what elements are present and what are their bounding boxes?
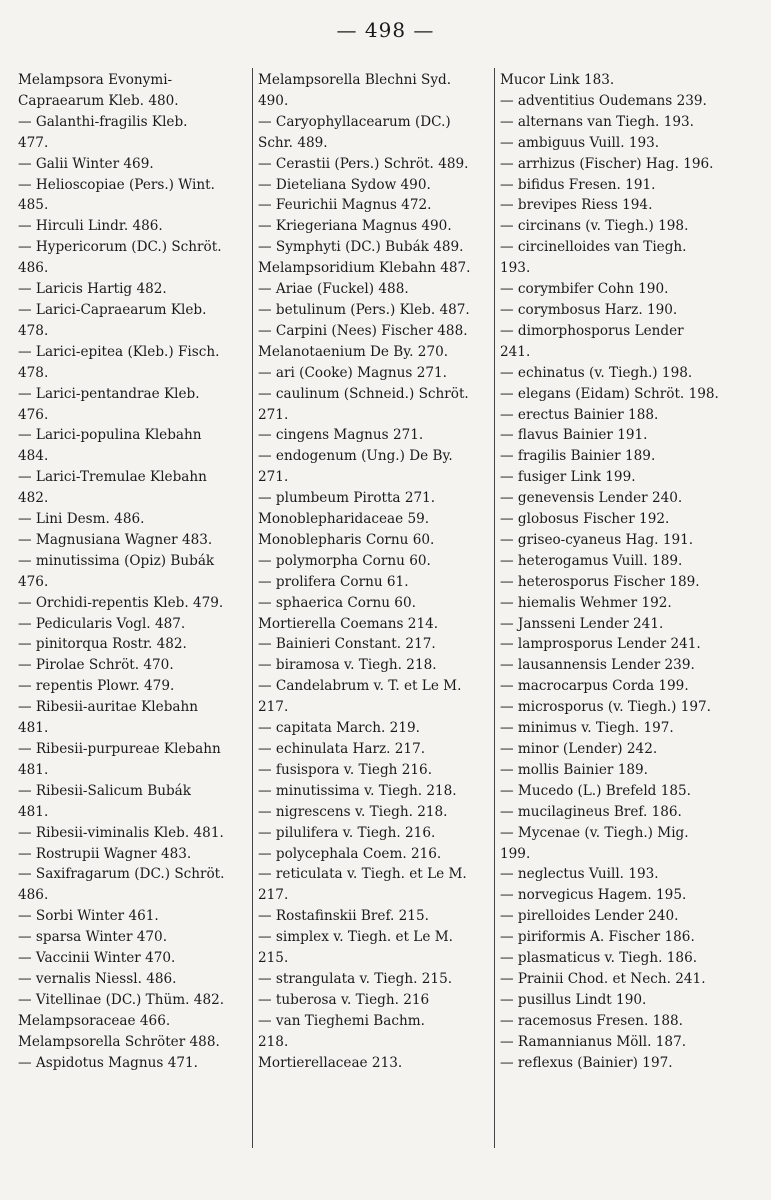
index-entry-line: — minutissima v. Tiegh. 218. xyxy=(258,782,457,799)
index-entry-line: — Bainieri Constant. 217. xyxy=(258,636,436,653)
index-entry-line: — brevipes Riess 194. xyxy=(500,197,653,214)
index-entry-line: Capraearum Kleb. 480. xyxy=(18,92,179,109)
index-entry-line: — corymbosus Harz. 190. xyxy=(500,301,678,318)
index-entry-line: — heterogamus Vuill. 189. xyxy=(500,552,683,569)
index-entry-line: 481. xyxy=(18,720,49,737)
index-entry-line: — Laricis Hartig 482. xyxy=(18,281,167,298)
index-entry-line: Melampsora Evonymi- xyxy=(18,72,173,88)
index-entry-line: 476. xyxy=(18,573,49,590)
index-entry-line: 486. xyxy=(18,887,49,904)
index-column-1 xyxy=(18,70,248,1074)
index-entry-line: — reticulata v. Tiegh. et Le M. xyxy=(258,866,467,883)
index-entry-line: — Pirolae Schröt. 470. xyxy=(18,657,174,674)
index-entry-line: — microsporus (v. Tiegh.) 197. xyxy=(500,699,712,716)
index-entry-line: — reflexus (Bainier) 197. xyxy=(500,1054,673,1071)
column-divider xyxy=(494,68,495,1148)
index-entry-line: 217. xyxy=(258,699,289,716)
index-entry-line: — Pedicularis Vogl. 487. xyxy=(18,615,186,632)
index-entry-line: — fragilis Bainier 189. xyxy=(500,448,656,465)
index-entry-line: 271. xyxy=(258,406,289,423)
index-entry-line: — Ribesii-auritae Klebahn xyxy=(18,699,199,716)
index-entry-line: — Larici-pentandrae Kleb. xyxy=(18,385,200,402)
index-entry-line: — vernalis Niessl. 486. xyxy=(18,970,177,987)
index-entry-line: — Candelabrum v. T. et Le M. xyxy=(258,678,462,695)
index-entry-line: Melampsoraceae 466. xyxy=(18,1012,171,1029)
index-entry-line: — strangulata v. Tiegh. 215. xyxy=(258,970,453,987)
index-entry-line: — plumbeum Pirotta 271. xyxy=(258,490,436,507)
index-entry-line: — pilulifera v. Tiegh. 216. xyxy=(258,824,436,841)
column-divider xyxy=(252,68,253,1148)
index-entry-line: Melampsorella Blechni Syd. xyxy=(258,72,452,88)
index-entry-line: Mucor Link 183. xyxy=(500,72,615,88)
index-entry-line: — corymbifer Cohn 190. xyxy=(500,281,669,298)
index-entry-line: — genevensis Lender 240. xyxy=(500,490,683,507)
index-entry-line: — Lini Desm. 486. xyxy=(18,511,145,528)
index-entry-line: — nigrescens v. Tiegh. 218. xyxy=(258,803,448,820)
index-entry-line: — Larici-epitea (Kleb.) Fisch. xyxy=(18,343,220,360)
index-entry-line: — mollis Bainier 189. xyxy=(500,761,649,778)
index-entry-line: — cingens Magnus 271. xyxy=(258,427,424,444)
index-entry-line: — circinans (v. Tiegh.) 198. xyxy=(500,218,689,235)
index-entry-line: — biramosa v. Tiegh. 218. xyxy=(258,657,437,674)
index-entry-line: — repentis Plowr. 479. xyxy=(18,678,175,695)
index-entry-line: — Vaccinii Winter 470. xyxy=(18,950,176,967)
index-entry-line: — Larici-populina Klebahn xyxy=(18,427,202,444)
index-entry-line: — pinitorqua Rostr. 482. xyxy=(18,636,187,653)
index-entry-line: — prolifera Cornu 61. xyxy=(258,573,409,590)
index-entry-line: 485. xyxy=(18,197,49,214)
index-entry-line: — Hirculi Lindr. 486. xyxy=(18,218,163,235)
index-entry-line: 481. xyxy=(18,803,49,820)
index-entry-line: — minutissima (Opiz) Bubák xyxy=(18,552,215,569)
index-entry-line: — Caryophyllacearum (DC.) xyxy=(258,113,451,130)
index-entry-line: — erectus Bainier 188. xyxy=(500,406,659,423)
index-entry-line: — Rostrupii Wagner 483. xyxy=(18,845,192,862)
index-column-3 xyxy=(500,70,756,1074)
index-entry-line: — simplex v. Tiegh. et Le M. xyxy=(258,929,453,946)
index-entry-line: — Sorbi Winter 461. xyxy=(18,908,159,925)
index-entry-line: — flavus Bainier 191. xyxy=(500,427,648,444)
index-entry-line: — norvegicus Hagem. 195. xyxy=(500,887,687,904)
index-entry-line: Melampsoridium Klebahn 487. xyxy=(258,260,471,277)
index-entry-line: — Ribesii-purpureae Klebahn xyxy=(18,741,221,757)
index-entry-line: — sparsa Winter 470. xyxy=(18,929,168,946)
index-entry-line: 490. xyxy=(258,92,289,109)
index-entry-line: — endogenum (Ung.) De By. xyxy=(258,448,453,465)
index-entry-line: 241. xyxy=(500,343,531,360)
index-entry-line: — Carpini (Nees) Fischer 488. xyxy=(258,322,468,339)
index-entry-line: — ari (Cooke) Magnus 271. xyxy=(258,364,447,381)
index-entry-line: — van Tieghemi Bachm. xyxy=(258,1012,425,1029)
index-entry-line: — pusillus Lindt 190. xyxy=(500,991,647,1008)
index-entry-line: — alternans van Tiegh. 193. xyxy=(500,113,694,130)
index-entry-line: — Helioscopiae (Pers.) Wint. xyxy=(18,176,215,193)
index-entry-line: 476. xyxy=(18,406,49,423)
index-entry-line: Schr. 489. xyxy=(258,134,328,151)
index-entry-line: 481. xyxy=(18,761,49,778)
index-entry-line: 218. xyxy=(258,1033,289,1050)
index-entry-line: — Ribesii-viminalis Kleb. 481. xyxy=(18,824,224,841)
index-entry-line: — piriformis A. Fischer 186. xyxy=(500,929,695,946)
index-entry-line: — Galii Winter 469. xyxy=(18,155,154,172)
index-entry-line: — adventitius Oudemans 239. xyxy=(500,92,707,109)
index-entry-line: — Feurichii Magnus 472. xyxy=(258,197,432,214)
index-entry-line: — Ramannianus Möll. 187. xyxy=(500,1033,687,1050)
index-entry-line: — Saxifragarum (DC.) Schröt. xyxy=(18,866,225,883)
index-entry-line: — sphaerica Cornu 60. xyxy=(258,594,416,611)
index-entry-line: — Jansseni Lender 241. xyxy=(500,615,664,632)
index-entry-line: — lausannensis Lender 239. xyxy=(500,657,695,674)
index-entry-line: 482. xyxy=(18,490,49,507)
index-entry-line: — polycephala Coem. 216. xyxy=(258,845,442,862)
index-entry-line: Mortierellaceae 213. xyxy=(258,1054,403,1071)
index-entry-line: — lamprosporus Lender 241. xyxy=(500,636,701,653)
index-entry-line: 477. xyxy=(18,134,49,151)
index-entry-line: — Ribesii-Salicum Bubák xyxy=(18,782,191,799)
index-entry-line: — griseo-cyaneus Hag. 191. xyxy=(500,531,694,548)
index-entry-line: Melampsorella Schröter 488. xyxy=(18,1033,220,1050)
index-entry-line: — Prainii Chod. et Nech. 241. xyxy=(500,970,706,987)
index-entry-line: — globosus Fischer 192. xyxy=(500,511,670,528)
index-entry-line: — Aspidotus Magnus 471. xyxy=(18,1054,198,1071)
index-entry-line: — caulinum (Schneid.) Schröt. xyxy=(258,385,469,402)
index-entry-line: — Vitellinae (DC.) Thüm. 482. xyxy=(18,991,225,1008)
index-entry-line: — Orchidi-repentis Kleb. 479. xyxy=(18,594,224,611)
index-entry-line: — Galanthi-fragilis Kleb. xyxy=(18,113,188,130)
index-entry-line: — pirelloides Lender 240. xyxy=(500,908,679,925)
index-entry-line: — tuberosa v. Tiegh. 216 xyxy=(258,991,430,1008)
index-entry-line: — arrhizus (Fischer) Hag. 196. xyxy=(500,155,714,172)
index-entry-line: — ambiguus Vuill. 193. xyxy=(500,134,660,151)
index-entry-line: — fusispora v. Tiegh 216. xyxy=(258,761,433,778)
index-entry-line: — circinelloides van Tiegh. xyxy=(500,239,687,256)
index-entry-line: — Symphyti (DC.) Bubák 489. xyxy=(258,239,464,256)
index-entry-line: 193. xyxy=(500,260,531,277)
index-entry-line: — neglectus Vuill. 193. xyxy=(500,866,659,883)
index-entry-line: — Larici-Capraearum Kleb. xyxy=(18,301,207,318)
index-entry-line: 271. xyxy=(258,469,289,486)
index-entry-line: — plasmaticus v. Tiegh. 186. xyxy=(500,950,698,967)
index-entry-line: — Dieteliana Sydow 490. xyxy=(258,176,431,193)
index-entry-line: — Cerastii (Pers.) Schröt. 489. xyxy=(258,155,469,172)
index-entry-line: — Mycenae (v. Tiegh.) Mig. xyxy=(500,824,689,841)
index-entry-line: 215. xyxy=(258,950,289,967)
page-number: — 498 — xyxy=(336,18,435,42)
index-entry-line: — Larici-Tremulae Klebahn xyxy=(18,469,207,486)
index-entry-line: — macrocarpus Corda 199. xyxy=(500,678,689,695)
index-entry-line: — Magnusiana Wagner 483. xyxy=(18,531,213,548)
index-entry-line: — Hypericorum (DC.) Schröt. xyxy=(18,239,222,256)
index-entry-line: — minimus v. Tiegh. 197. xyxy=(500,720,674,737)
index-entry-line: Melanotaenium De By. 270. xyxy=(258,343,449,360)
index-entry-line: 199. xyxy=(500,845,531,862)
index-entry-line: Monoblepharidaceae 59. xyxy=(258,511,430,528)
index-entry-line: — Rostafinskii Bref. 215. xyxy=(258,908,429,925)
index-entry-line: 486. xyxy=(18,260,49,277)
index-entry-line: — Ariae (Fuckel) 488. xyxy=(258,281,409,298)
index-entry-line: — mucilagineus Bref. 186. xyxy=(500,803,682,820)
index-entry-line: 478. xyxy=(18,322,49,339)
index-entry-line: 484. xyxy=(18,448,49,465)
index-entry-line: — bifidus Fresen. 191. xyxy=(500,176,656,193)
index-entry-line: — dimorphosporus Lender xyxy=(500,322,684,339)
index-entry-line: — polymorpha Cornu 60. xyxy=(258,552,431,569)
index-entry-line: — echinatus (v. Tiegh.) 198. xyxy=(500,364,693,381)
index-entry-line: — capitata March. 219. xyxy=(258,720,420,737)
index-entry-line: — elegans (Eidam) Schröt. 198. xyxy=(500,385,719,402)
index-entry-line: — heterosporus Fischer 189. xyxy=(500,573,700,590)
index-entry-line: — fusiger Link 199. xyxy=(500,469,636,486)
index-entry-line: — racemosus Fresen. 188. xyxy=(500,1012,683,1029)
index-entry-line: 217. xyxy=(258,887,289,904)
index-entry-line: — minor (Lender) 242. xyxy=(500,741,658,757)
index-entry-line: 478. xyxy=(18,364,49,381)
index-entry-line: — echinulata Harz. 217. xyxy=(258,741,426,757)
index-entry-line: — betulinum (Pers.) Kleb. 487. xyxy=(258,301,470,318)
index-entry-line: — Mucedo (L.) Brefeld 185. xyxy=(500,782,691,799)
index-entry-line: Monoblepharis Cornu 60. xyxy=(258,531,435,548)
index-entry-line: — hiemalis Wehmer 192. xyxy=(500,594,672,611)
index-entry-line: — Kriegeriana Magnus 490. xyxy=(258,218,452,235)
index-column-2 xyxy=(258,70,492,1074)
index-entry-line: Mortierella Coemans 214. xyxy=(258,615,439,632)
